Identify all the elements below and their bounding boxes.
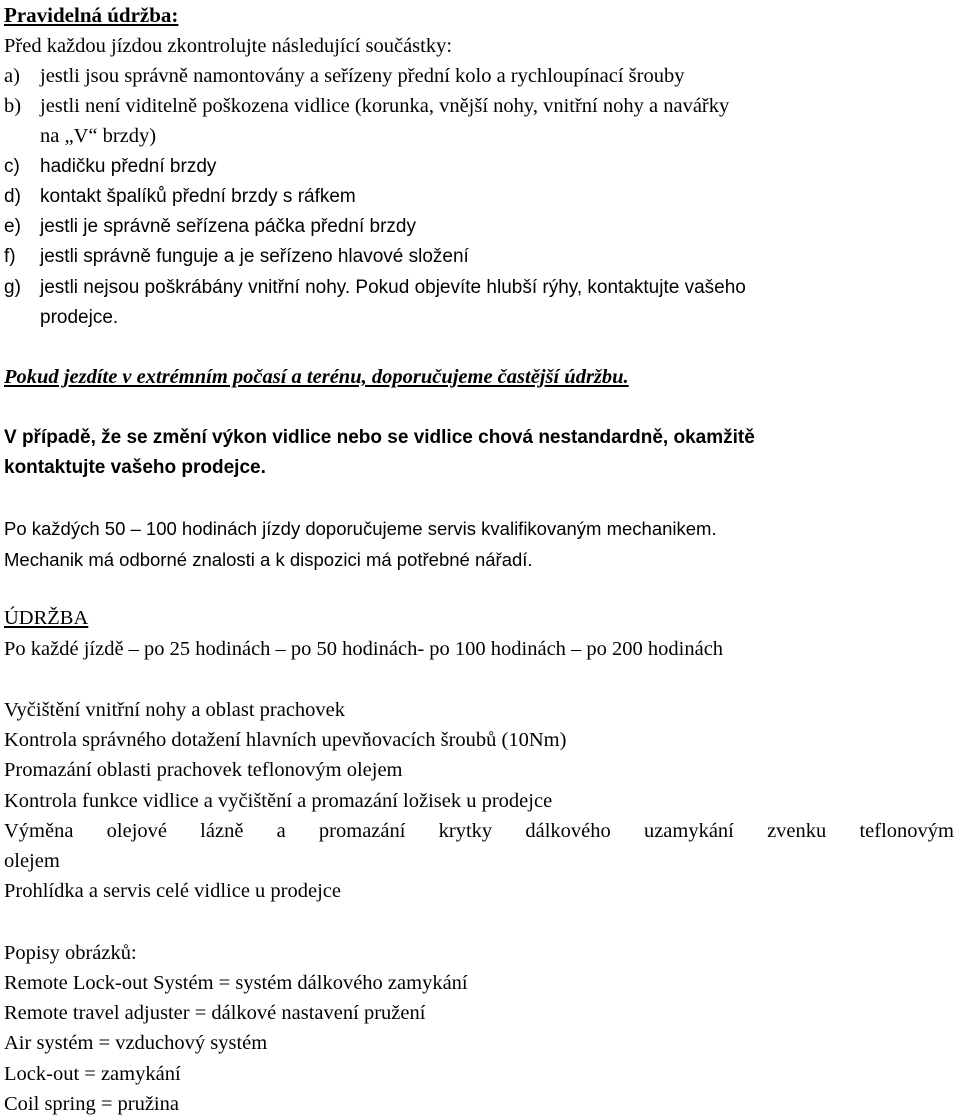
checklist-text: hadičku přední brzdy (40, 156, 217, 177)
maintenance-task: Kontrola správného dotažení hlavních upevňovacích šroubů (10Nm) (4, 729, 567, 751)
maintenance-task: Prohlídka a servis celé vidlice u prodejce (4, 880, 341, 902)
checklist-text: kontakt špalíků přední brzdy s ráfkem (40, 186, 356, 207)
checklist-item-c (4, 152, 216, 182)
checklist-text: jestli je správně seřízena páčka přední brzdy (40, 216, 416, 237)
maintenance-title: ÚDRŽBA (4, 607, 89, 629)
caption-item: Remote Lock-out Systém = systém dálkového zamykání (4, 972, 468, 994)
checklist-item-b (4, 91, 729, 121)
warning-line-2: kontaktujte vašeho prodejce. (4, 457, 266, 478)
checklist-text: jestli nejsou poškrábány vnitřní nohy. Pokud objevíte hlubší rýhy, kontaktujte vašeho (40, 277, 746, 298)
checklist-item-f (4, 242, 469, 272)
warning-line-1: V případě, že se změní výkon vidlice nebo se vidlice chová nestandardně, okamžitě (4, 427, 755, 448)
checklist-label: g) (4, 277, 21, 298)
caption-item: Remote travel adjuster = dálkové nastavení pružení (4, 1002, 426, 1024)
checklist-label: e) (4, 216, 21, 237)
checklist-label: c) (4, 156, 20, 177)
checklist-text: jestli jsou správně namontovány a seřízeny přední kolo a rychloupínací šrouby (40, 65, 685, 87)
captions-title: Popisy obrázků: (4, 942, 137, 964)
caption-item: Air systém = vzduchový systém (4, 1032, 268, 1054)
service-line-2: Mechanik má odborné znalosti a k dispozici má potřebné nářadí. (4, 549, 533, 570)
checklist-item-b-continuation: na „V“ brzdy) (40, 125, 157, 147)
checklist-item-d (4, 182, 356, 212)
maintenance-task: Promazání oblasti prachovek teflonovým olejem (4, 759, 403, 781)
checklist-label: f) (4, 246, 16, 267)
section-heading: Pravidelná údržba: (4, 3, 179, 27)
service-line-1: Po každých 50 – 100 hodinách jízdy doporučujeme servis kvalifikovaným mechanikem. (4, 518, 717, 539)
checklist-item-g-continuation: prodejce. (40, 307, 119, 328)
checklist-label: d) (4, 186, 21, 207)
checklist-text: jestli správně funguje a je seřízeno hlavové složení (40, 246, 469, 267)
extreme-conditions-note: Pokud jezdíte v extrémním počasí a terénu, doporučujeme častější údržbu. (4, 366, 629, 388)
maintenance-intervals: Po každé jízdě – po 25 hodinách – po 50 hodinách- po 100 hodinách – po 200 hodinách (4, 638, 724, 660)
checklist-item-a (4, 61, 684, 91)
intro-text: Před každou jízdou zkontrolujte následující součástky: (4, 35, 453, 57)
caption-item: Coil spring = pružina (4, 1093, 179, 1115)
caption-item: Lock-out = zamykání (4, 1063, 181, 1085)
maintenance-task-long: Výměna olejové lázně a promazání krytky dálkového uzamykání zvenku teflonovým (4, 820, 954, 842)
checklist-label: a) (4, 65, 20, 87)
checklist-item-g (4, 273, 746, 303)
maintenance-task-long-continuation: olejem (4, 850, 60, 872)
checklist-text: jestli není viditelně poškozena vidlice (korunka, vnější nohy, vnitřní nohy a navářky (40, 95, 730, 117)
maintenance-task: Vyčištění vnitřní nohy a oblast prachovek (4, 699, 346, 721)
maintenance-task: Kontrola funkce vidlice a vyčištění a promazání ložisek u prodejce (4, 790, 553, 812)
checklist-item-e (4, 212, 416, 242)
checklist-label: b) (4, 95, 22, 117)
